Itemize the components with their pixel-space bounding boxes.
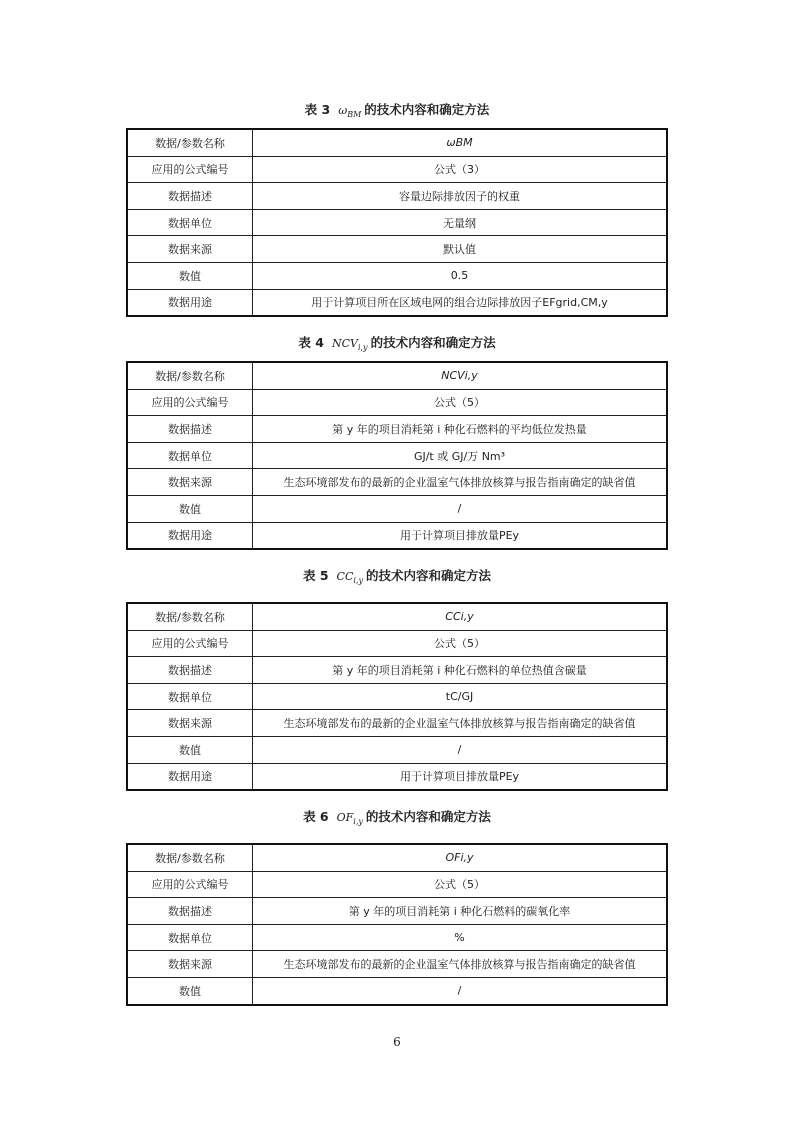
row-label: 数据用途: [127, 763, 253, 790]
row-label: 数据来源: [127, 469, 253, 496]
table-4: [126, 361, 668, 550]
row-label: 应用的公式编号: [127, 156, 253, 183]
row-value: ωBM: [253, 129, 668, 156]
table-row: [127, 469, 667, 496]
row-value: NCVi,y: [253, 362, 668, 389]
row-label: 数值: [127, 495, 253, 522]
table-row: [127, 924, 667, 951]
row-value: /: [253, 977, 668, 1004]
caption-symbol: $OF_{i,y}$: [336, 811, 363, 827]
row-label: 数据描述: [127, 898, 253, 925]
table-row: [127, 236, 667, 263]
caption-prefix: 表 4: [298, 335, 324, 350]
table-3-caption: [126, 100, 668, 119]
row-label: 数据用途: [127, 522, 253, 549]
table-row: [127, 710, 667, 737]
row-value: 容量边际排放因子的权重: [253, 183, 668, 210]
table-row: [127, 183, 667, 210]
table-row: [127, 522, 667, 549]
table-5-caption: [126, 566, 668, 585]
row-label: 数据单位: [127, 442, 253, 469]
caption-prefix: 表 3: [304, 102, 331, 117]
table-row: [127, 763, 667, 790]
row-value: 公式（5）: [253, 871, 668, 898]
row-value: 用于计算项目排放量PEy: [253, 763, 668, 790]
table-row: [127, 209, 667, 236]
row-value: %: [253, 924, 668, 951]
table-4-caption: [126, 333, 668, 352]
row-value: 生态环境部发布的最新的企业温室气体排放核算与报告指南确定的缺省值: [253, 469, 668, 496]
table-6-caption: [126, 807, 668, 826]
table-row: [127, 156, 667, 183]
table-3: [126, 128, 668, 317]
row-label: 数据用途: [127, 289, 253, 316]
caption-symbol: $NCV_{i,y}$: [331, 337, 368, 353]
table-row: [127, 495, 667, 522]
row-value: 公式（3）: [253, 156, 668, 183]
row-value: CCi,y: [253, 603, 668, 630]
table-row: [127, 736, 667, 763]
caption-suffix: 的技术内容和确定方法: [370, 335, 496, 350]
row-label: 数据/参数名称: [127, 362, 253, 389]
row-value: 生态环境部发布的最新的企业温室气体排放核算与报告指南确定的缺省值: [253, 710, 668, 737]
page-number: 6: [393, 1035, 401, 1049]
row-label: 应用的公式编号: [127, 630, 253, 657]
row-label: 应用的公式编号: [127, 871, 253, 898]
row-label: 数值: [127, 977, 253, 1004]
table-row: [127, 442, 667, 469]
row-label: 数值: [127, 262, 253, 289]
row-label: 数据描述: [127, 657, 253, 684]
caption-prefix: 表 6: [303, 809, 329, 824]
row-label: 数据单位: [127, 209, 253, 236]
table-row: [127, 362, 667, 389]
row-label: 数据单位: [127, 683, 253, 710]
table-row: [127, 289, 667, 316]
row-value: /: [253, 736, 668, 763]
table-row: [127, 389, 667, 416]
table-row: [127, 844, 667, 871]
table-row: [127, 898, 667, 925]
row-value: 第 y 年的项目消耗第 i 种化石燃料的单位热值含碳量: [253, 657, 668, 684]
row-label: 应用的公式编号: [127, 389, 253, 416]
table-row: [127, 129, 667, 156]
caption-symbol: $CC_{i,y}$: [336, 570, 363, 586]
table-row: [127, 657, 667, 684]
table-row: [127, 683, 667, 710]
row-value: 第 y 年的项目消耗第 i 种化石燃料的碳氧化率: [253, 898, 668, 925]
caption-suffix: 的技术内容和确定方法: [364, 102, 490, 117]
row-value: GJ/t 或 GJ/万 Nm³: [253, 442, 668, 469]
table-row: [127, 262, 667, 289]
caption-suffix: 的技术内容和确定方法: [365, 809, 491, 824]
row-value: 生态环境部发布的最新的企业温室气体排放核算与报告指南确定的缺省值: [253, 951, 668, 978]
row-value: tC/GJ: [253, 683, 668, 710]
row-value: 无量纲: [253, 209, 668, 236]
table-row: [127, 977, 667, 1004]
row-value: 默认值: [253, 236, 668, 263]
row-label: 数据来源: [127, 951, 253, 978]
row-label: 数值: [127, 736, 253, 763]
row-value: /: [253, 495, 668, 522]
row-label: 数据描述: [127, 183, 253, 210]
row-value: 公式（5）: [253, 389, 668, 416]
caption-symbol: $\omega_{BM}$: [338, 104, 362, 120]
row-label: 数据来源: [127, 710, 253, 737]
table-5: [126, 602, 668, 791]
row-label: 数据单位: [127, 924, 253, 951]
row-label: 数据/参数名称: [127, 844, 253, 871]
row-label: 数据/参数名称: [127, 603, 253, 630]
caption-prefix: 表 5: [302, 568, 329, 583]
caption-suffix: 的技术内容和确定方法: [366, 568, 492, 583]
row-value: 用于计算项目排放量PEy: [253, 522, 668, 549]
table-row: [127, 603, 667, 630]
row-label: 数据描述: [127, 416, 253, 443]
row-label: 数据/参数名称: [127, 129, 253, 156]
row-value: 公式（5）: [253, 630, 668, 657]
table-6: [126, 843, 668, 1006]
row-value: 用于计算项目所在区域电网的组合边际排放因子EFgrid,CM,y: [253, 289, 668, 316]
row-value: 第 y 年的项目消耗第 i 种化石燃料的平均低位发热量: [253, 416, 668, 443]
row-value: 0.5: [253, 262, 668, 289]
table-row: [127, 630, 667, 657]
table-row: [127, 416, 667, 443]
table-row: [127, 951, 667, 978]
row-label: 数据来源: [127, 236, 253, 263]
table-row: [127, 871, 667, 898]
row-value: OFi,y: [253, 844, 668, 871]
